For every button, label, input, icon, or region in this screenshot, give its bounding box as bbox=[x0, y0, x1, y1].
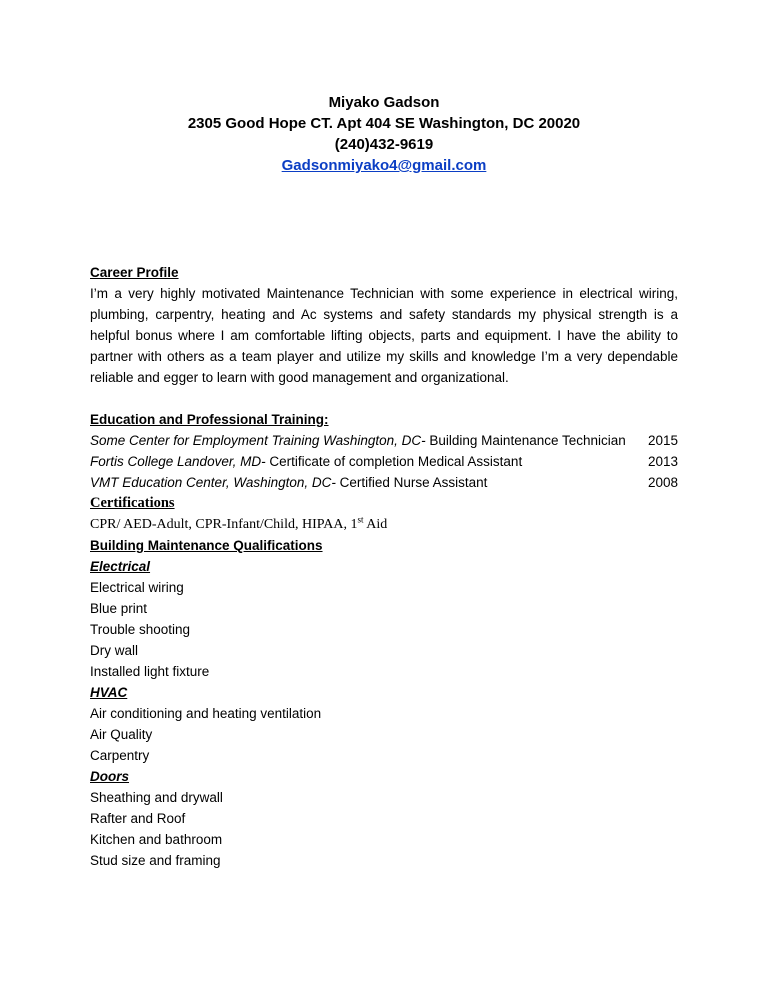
resume-header bbox=[0, 92, 768, 176]
education-entry bbox=[90, 451, 678, 472]
hvac-heading: HVAC bbox=[90, 685, 128, 700]
career-profile-line: plumbing, carpentry, heating and Ac systems and safety standards my physical strength is a bbox=[90, 307, 678, 322]
certifications-list bbox=[90, 514, 678, 535]
applicant-name: Miyako Gadson bbox=[328, 94, 440, 111]
career-profile-heading: Career Profile bbox=[90, 265, 179, 280]
career-profile-line: helpful bonus where I am comfortable lifting objects, parts and equipment. I have the ability to bbox=[90, 328, 678, 343]
education-entry bbox=[90, 430, 678, 451]
applicant-address: 2305 Good Hope CT. Apt 404 SE Washington, DC 20020 bbox=[187, 115, 581, 132]
education-institution: Fortis College Landover, MD- bbox=[90, 454, 266, 469]
qualification-item: Air conditioning and heating ventilation bbox=[90, 706, 322, 721]
education-year: 2013 bbox=[647, 454, 678, 469]
qualification-item: Kitchen and bathroom bbox=[90, 832, 223, 847]
education-year: 2008 bbox=[647, 475, 678, 490]
qualification-item: Dry wall bbox=[90, 643, 139, 658]
education-program: Certificate of completion Medical Assistant bbox=[265, 454, 523, 469]
education-program: Building Maintenance Technician bbox=[425, 433, 626, 448]
certifications-superscript: st bbox=[357, 514, 364, 525]
applicant-email-link[interactable]: Gadsonmiyako4@gmail.com bbox=[281, 157, 487, 174]
career-profile-line: partner with others as a team player and utilize my skills and knowledge I’m a very dependable bbox=[90, 349, 678, 364]
qualification-item: Electrical wiring bbox=[90, 580, 184, 595]
career-profile-line: reliable and egger to learn with good management and organizational. bbox=[90, 370, 509, 385]
education-entry bbox=[90, 472, 678, 493]
qualification-item: Installed light fixture bbox=[90, 664, 210, 679]
career-profile-line: I’m a very highly motivated Maintenance Technician with some experience in electrical wiring, bbox=[90, 286, 678, 301]
career-profile-text bbox=[90, 283, 678, 388]
section-spacer bbox=[90, 388, 678, 409]
certifications-heading: Certifications bbox=[90, 495, 175, 511]
qualification-item: Sheathing and drywall bbox=[90, 790, 223, 805]
doors-heading: Doors bbox=[90, 769, 130, 784]
qualification-item: Trouble shooting bbox=[90, 622, 191, 637]
qualification-item: Rafter and Roof bbox=[90, 811, 186, 826]
qualification-item: Air Quality bbox=[90, 727, 153, 742]
certifications-text-end: Aid bbox=[363, 517, 388, 532]
qualification-item: Blue print bbox=[90, 601, 148, 616]
applicant-phone: (240)432-9619 bbox=[334, 136, 434, 153]
education-year: 2015 bbox=[647, 433, 678, 448]
education-institution: VMT Education Center, Washington, DC- bbox=[90, 475, 336, 490]
resume-body bbox=[90, 262, 678, 871]
education-heading: Education and Professional Training: bbox=[90, 412, 329, 427]
education-institution: Some Center for Employment Training Washington, DC- bbox=[90, 433, 426, 448]
qualifications-heading: Building Maintenance Qualifications bbox=[90, 538, 323, 553]
electrical-heading: Electrical bbox=[90, 559, 151, 574]
certifications-text: CPR/ AED-Adult, CPR-Infant/Child, HIPAA, 1 bbox=[90, 517, 358, 532]
qualification-item: Carpentry bbox=[90, 748, 150, 763]
education-program: Certified Nurse Assistant bbox=[335, 475, 488, 490]
qualification-item: Stud size and framing bbox=[90, 853, 221, 868]
